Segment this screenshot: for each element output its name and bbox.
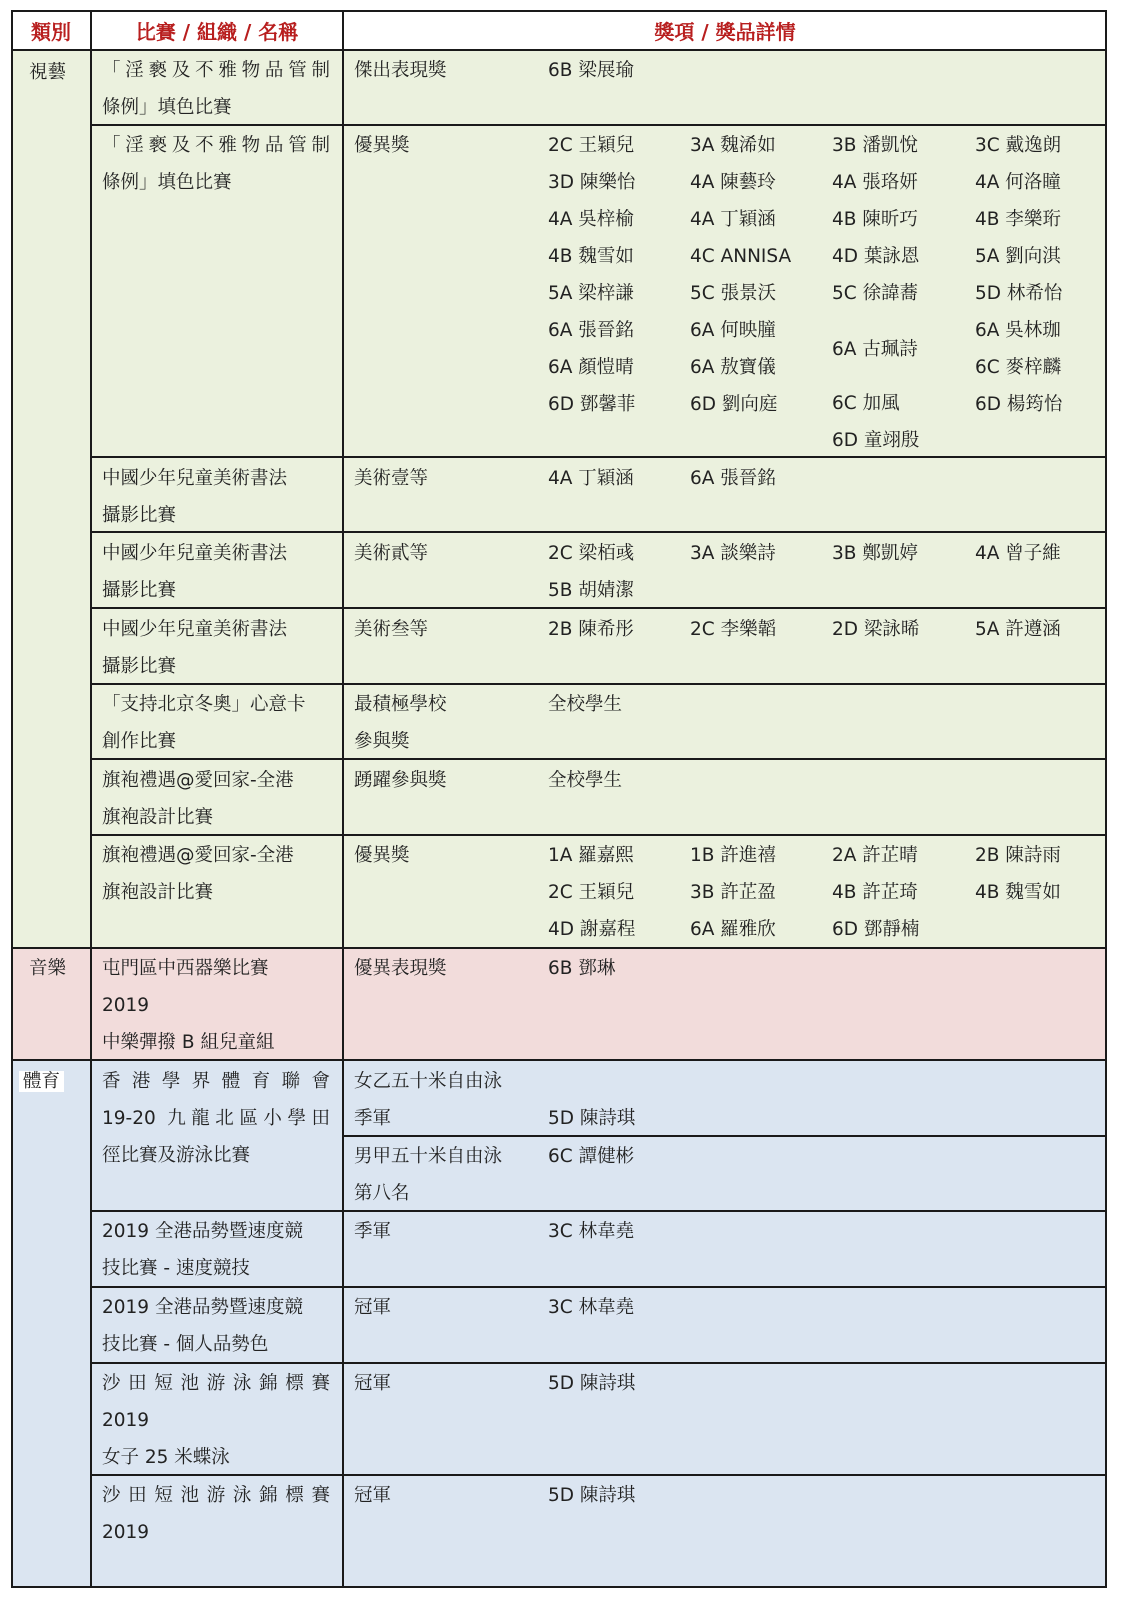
- student-entry: 6A 顏愷晴: [548, 357, 634, 378]
- competition-line: 旗袍禮遇@愛回家-全港: [102, 845, 294, 866]
- competition-cell: [102, 1137, 250, 1174]
- student-entry: 6C 加風: [832, 393, 900, 414]
- student-entry: 6D 劉向庭: [690, 394, 778, 415]
- award-line: 第八名: [354, 1183, 410, 1204]
- row-divider: [91, 1474, 1107, 1476]
- competition-line: 19-20 九龍北區小學田: [102, 1108, 330, 1129]
- row-divider: [91, 531, 1107, 533]
- row-divider: [91, 456, 1107, 458]
- student-entry: 4D 謝嘉程: [548, 919, 636, 940]
- award-name: [354, 950, 447, 987]
- award-line: 季軍: [354, 1108, 392, 1129]
- row-divider: [91, 1362, 1107, 1364]
- competition-line: 條例」填色比賽: [102, 172, 232, 193]
- award-name: [354, 1063, 502, 1137]
- competition-line: 「淫褻及不雅物品管制: [102, 60, 330, 81]
- student-entry: 5A 劉向淇: [975, 246, 1061, 267]
- student-entry: 4D 葉詠恩: [832, 246, 920, 267]
- row-divider: [91, 1286, 1107, 1288]
- competition-cell: [102, 1477, 330, 1514]
- row-divider: [11, 49, 1107, 51]
- competition-line: 攝影比賽: [102, 656, 177, 677]
- award-name: [354, 535, 428, 572]
- award-line: 季軍: [354, 1221, 392, 1242]
- section-divider: [11, 947, 1107, 949]
- table-border: [1105, 10, 1107, 1588]
- competition-line: 條例」填色比賽: [102, 97, 232, 118]
- award-line: 美術叁等: [354, 619, 429, 640]
- student-entry: 6A 羅雅欣: [690, 919, 776, 940]
- competition-line: 2019: [102, 1522, 150, 1543]
- header-award: 獎項 / 獎品詳情: [654, 19, 796, 44]
- header-competition: 比賽 / 組織 / 名稱: [135, 19, 299, 44]
- student-entry: 3D 陳樂怡: [548, 172, 636, 193]
- competition-line: 香 港 學 界 體 育 聯 會: [102, 1071, 330, 1092]
- competition-line: 中國少年兒童美術書法: [102, 468, 288, 489]
- student-entry: 5B 胡婧潔: [548, 580, 634, 601]
- student-entry: 2C 王穎兒: [548, 135, 635, 156]
- award-name: [354, 1289, 391, 1326]
- student-entry: 2C 李樂韜: [690, 619, 777, 640]
- student-entry: 6A 敖寶儀: [690, 357, 776, 378]
- student-column: [548, 837, 635, 948]
- competition-cell: [102, 460, 287, 534]
- student-entry: 3B 潘凱悅: [832, 135, 918, 156]
- competition-line: 旗袍禮遇@愛回家-全港: [102, 770, 294, 791]
- table-border: [11, 10, 13, 1588]
- competition-cell: [102, 127, 330, 164]
- award-line: 美術壹等: [354, 468, 429, 489]
- student-entry: 3A 魏浠如: [690, 135, 776, 156]
- award-line: 女乙五十米自由泳: [354, 1071, 503, 1092]
- student-entry: 4B 李樂珩: [975, 209, 1061, 230]
- competition-line: 2019 全港品勢暨速度競: [102, 1297, 303, 1318]
- competition-cell: [102, 1289, 303, 1363]
- student-entry: 5C 張景沃: [690, 283, 777, 304]
- student-column: [975, 127, 1062, 423]
- student-entry: 6D 童翊殷: [832, 430, 920, 451]
- award-name: [354, 1138, 502, 1212]
- student-entry: 6C 譚健彬: [548, 1146, 635, 1167]
- student-column: [548, 52, 634, 89]
- category-sports: [19, 1063, 64, 1100]
- award-name: [354, 1365, 391, 1402]
- award-name: [354, 1213, 391, 1250]
- competition-line: 「淫褻及不雅物品管制: [102, 135, 330, 156]
- student-entry: 6B 梁展瑜: [548, 60, 634, 81]
- student-entry: 3C 戴逸朗: [975, 135, 1062, 156]
- competition-line: 2019 全港品勢暨速度競: [102, 1221, 303, 1242]
- competition-line: 攝影比賽: [102, 505, 177, 526]
- student-entry: 4A 何洛瞳: [975, 172, 1061, 193]
- competition-line: 「支持北京冬奧」心意卡: [102, 694, 306, 715]
- student-entry: 3C 林韋堯: [548, 1221, 635, 1242]
- student-entry: 6C 麥梓麟: [975, 357, 1062, 378]
- competition-cell: [102, 1365, 330, 1402]
- student-entry: 3B 鄭凱婷: [832, 543, 918, 564]
- award-line: 優異獎: [354, 845, 410, 866]
- student-entry: 4A 曾子維: [975, 543, 1061, 564]
- competition-cell: [102, 1514, 149, 1551]
- category-sports-label: 體育: [19, 1071, 64, 1092]
- award-name: [354, 460, 428, 497]
- row-divider: [91, 1210, 1107, 1212]
- student-entry: 4B 陳昕巧: [832, 209, 918, 230]
- competition-line: 2019: [102, 995, 150, 1016]
- student-entry: 3B 許芷盈: [690, 882, 776, 903]
- student-entry: 2D 梁詠晞: [832, 619, 920, 640]
- student-entry: 6A 何映朣: [690, 320, 776, 341]
- award-name: [354, 1477, 391, 1514]
- competition-cell: [102, 762, 294, 836]
- student-column: [548, 535, 634, 609]
- awards-table: [11, 10, 1107, 1588]
- award-line: 參與獎: [354, 731, 410, 752]
- award-line: 最積極學校: [354, 694, 447, 715]
- award-name: [354, 686, 447, 760]
- competition-cell: [102, 611, 287, 685]
- row-divider: [91, 683, 1107, 685]
- competition-line: 創作比賽: [102, 731, 177, 752]
- student-entry: 4B 魏雪如: [975, 882, 1061, 903]
- competition-line: 中國少年兒童美術書法: [102, 619, 288, 640]
- category-visual-arts: 視藝: [29, 62, 67, 83]
- award-name: [354, 52, 447, 89]
- competition-line: 技比賽 - 個人品勢色: [102, 1334, 269, 1355]
- student-entry: 全校學生: [548, 770, 623, 791]
- competition-cell: [102, 89, 232, 126]
- student-entry: 1A 羅嘉熙: [548, 845, 634, 866]
- category-music: 音樂: [29, 958, 67, 979]
- award-name: [354, 127, 410, 164]
- competition-cell: [102, 1063, 330, 1137]
- competition-cell: [102, 686, 306, 760]
- student-entry: 1B 許進禧: [690, 845, 776, 866]
- competition-line: 旗袍設計比賽: [102, 807, 214, 828]
- header-category: 類別: [31, 19, 71, 44]
- competition-line: 沙 田 短 池 游 泳 錦 標 賽: [102, 1373, 330, 1394]
- award-name: [354, 762, 447, 799]
- competition-line: 女子 25 米蝶泳: [102, 1447, 230, 1468]
- competition-line: 攝影比賽: [102, 580, 177, 601]
- student-entry: 6A 張晉銘: [548, 320, 634, 341]
- competition-cell: [102, 1402, 230, 1476]
- student-entry: 6D 鄧靜楠: [832, 919, 920, 940]
- student-entry: 3A 談樂詩: [690, 543, 776, 564]
- student-entry: 全校學生: [548, 694, 623, 715]
- row-divider: [91, 124, 1107, 126]
- student-entry: 5A 梁梓謙: [548, 283, 634, 304]
- student-entry: 5D 陳詩琪: [548, 1373, 636, 1394]
- student-entry: 6A 古珮詩: [832, 339, 918, 360]
- student-column: [832, 837, 919, 948]
- competition-line: 徑比賽及游泳比賽: [102, 1145, 251, 1166]
- student-entry: 6A 吳林珈: [975, 320, 1061, 341]
- competition-line: 2019: [102, 1410, 150, 1431]
- competition-cell: [102, 950, 274, 1061]
- competition-cell: [102, 535, 287, 609]
- student-entry: 4C ANNISA: [690, 246, 792, 267]
- student-entry: 4A 丁穎涵: [690, 209, 776, 230]
- student-entry: 2A 許芷晴: [832, 845, 918, 866]
- column-divider: [342, 10, 344, 1588]
- student-column: [975, 837, 1061, 911]
- competition-line: 旗袍設計比賽: [102, 882, 214, 903]
- award-line: 美術貳等: [354, 543, 429, 564]
- student-entry: 4A 吳梓榆: [548, 209, 634, 230]
- student-entry: 2B 陳希彤: [548, 619, 634, 640]
- student-entry: 6A 張晉銘: [690, 468, 776, 489]
- student-entry: 4A 丁穎涵: [548, 468, 634, 489]
- student-column: [548, 127, 635, 423]
- table-border: [11, 10, 1107, 12]
- row-divider: [91, 607, 1107, 609]
- student-entry: 2B 陳詩雨: [975, 845, 1061, 866]
- student-entry: 5C 徐諱蕎: [832, 283, 919, 304]
- student-entry: 6D 楊筠怡: [975, 394, 1063, 415]
- column-divider: [90, 10, 92, 1588]
- competition-cell: [102, 837, 294, 911]
- student-entry: 6B 鄧琳: [548, 958, 616, 979]
- student-entry: 2C 王穎兒: [548, 882, 635, 903]
- competition-line: 技比賽 - 速度競技: [102, 1258, 250, 1279]
- award-name: [354, 611, 428, 648]
- student-entry: 6D 鄧馨菲: [548, 394, 636, 415]
- row-divider: [91, 834, 1107, 836]
- student-entry: 5D 林希怡: [975, 283, 1063, 304]
- row-divider: [343, 1135, 1107, 1137]
- award-line: 踴躍參與獎: [354, 770, 447, 791]
- student-column: [690, 127, 791, 423]
- award-name: [354, 837, 410, 874]
- competition-line: 沙 田 短 池 游 泳 錦 標 賽: [102, 1485, 330, 1506]
- competition-cell: [102, 52, 330, 89]
- student-entry: 5D 陳詩琪: [548, 1485, 636, 1506]
- award-line: 傑出表現獎: [354, 60, 447, 81]
- student-entry: 3C 林韋堯: [548, 1297, 635, 1318]
- student-entry: 4B 魏雪如: [548, 246, 634, 267]
- student-column: [690, 837, 776, 948]
- student-entry: 4B 許芷琦: [832, 882, 918, 903]
- award-line: 優異表現獎: [354, 958, 447, 979]
- student-entry: 2C 梁栢彧: [548, 543, 635, 564]
- student-entry: 5A 許遵涵: [975, 619, 1061, 640]
- student-entry: 4A 陳藝玲: [690, 172, 776, 193]
- award-line: 優異獎: [354, 135, 410, 156]
- competition-line: 中國少年兒童美術書法: [102, 543, 288, 564]
- row-divider: [91, 758, 1107, 760]
- section-divider: [11, 1059, 1107, 1061]
- award-line: 冠軍: [354, 1485, 392, 1506]
- table-border: [11, 1586, 1107, 1588]
- student-entry: 5D 陳詩琪: [548, 1108, 636, 1129]
- competition-line: 中樂彈撥 B 組兒童組: [102, 1032, 275, 1053]
- student-entry: 4A 張珞妍: [832, 172, 918, 193]
- competition-cell: [102, 1213, 303, 1287]
- competition-line: 屯門區中西器樂比賽: [102, 958, 269, 979]
- award-line: 冠軍: [354, 1373, 392, 1394]
- award-line: 男甲五十米自由泳: [354, 1146, 503, 1167]
- student-column: [832, 127, 919, 312]
- award-line: 冠軍: [354, 1297, 392, 1318]
- competition-cell: [102, 164, 232, 201]
